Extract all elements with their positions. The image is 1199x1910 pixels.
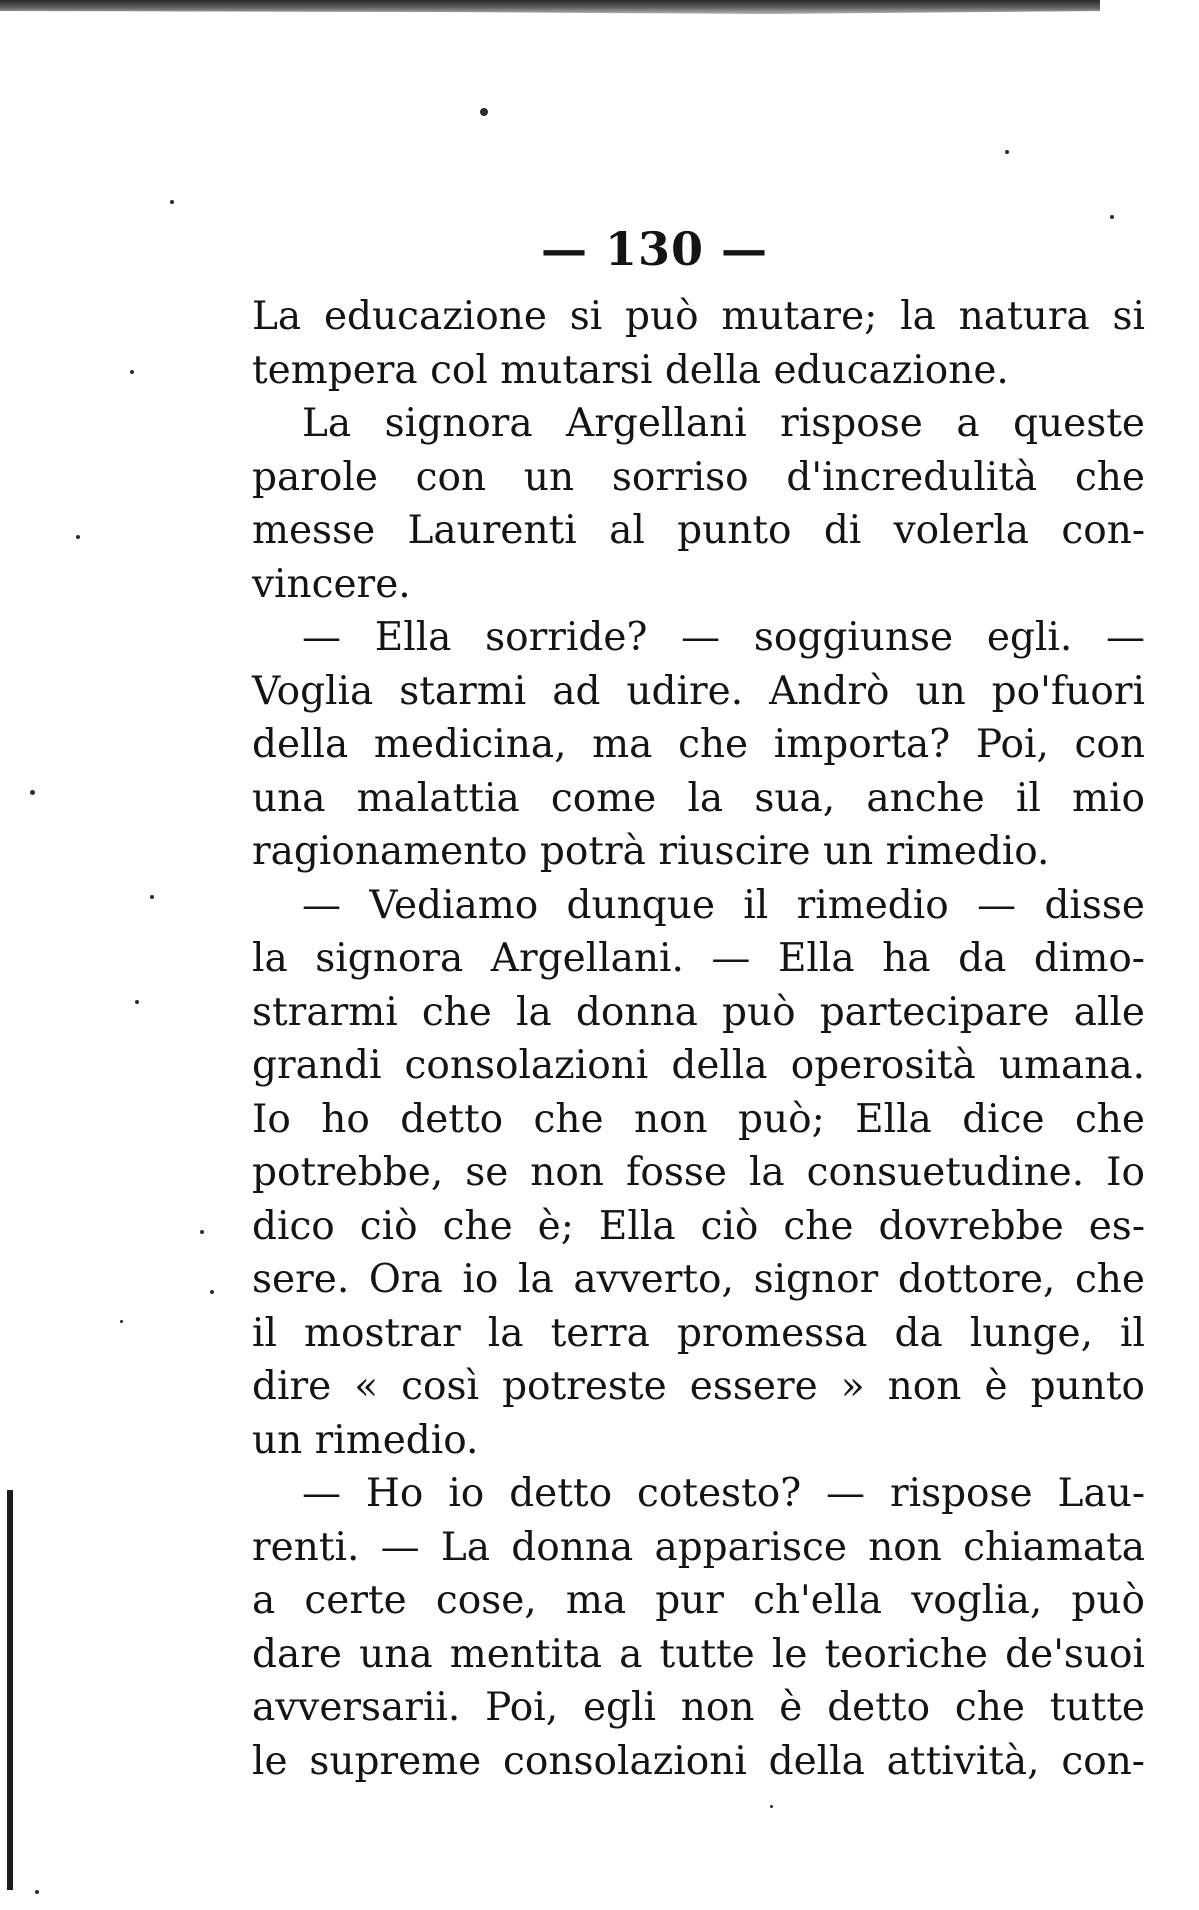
- text-line: le supreme consolazioni della attività, con-: [252, 1738, 1145, 1784]
- text-line: La signora Argellani rispose a queste: [302, 401, 1145, 446]
- text-line: grandi consolazioni della operosità umana.: [252, 1043, 1145, 1088]
- text-line: tempera col mutarsi della educazione.: [252, 347, 1009, 393]
- text-line: messe Laurenti al punto di volerla con-: [252, 508, 1145, 553]
- text-line: il mostrar la terra promessa da lunge, il: [252, 1310, 1145, 1356]
- text-line: un rimedio.: [252, 1417, 479, 1463]
- text-line: La educazione si può mutare; la natura si: [252, 294, 1145, 339]
- text-line: potrebbe, se non fosse la consuetudine. Io: [252, 1150, 1145, 1195]
- text-line: della medicina, ma che importa? Poi, con: [252, 722, 1145, 767]
- text-line: ragionamento potrà riuscire un rimedio.: [252, 829, 1050, 874]
- text-line: Voglia starmi ad udire. Andrò un po'fuori: [252, 668, 1145, 714]
- text-line: sere. Ora io la avverto, signor dottore, che: [252, 1257, 1145, 1302]
- text-line: dare una mentita a tutte le teoriche de'suoi: [252, 1631, 1145, 1677]
- body-text: [252, 290, 1145, 1788]
- text-line: — Ho io detto cotesto? — rispose Lau-: [302, 1471, 1145, 1516]
- text-line: — Vediamo dunque il rimedio — disse: [302, 882, 1145, 928]
- text-line: avversarii. Poi, egli non è detto che tutte: [252, 1685, 1145, 1730]
- text-line: a certe cose, ma pur ch'ella voglia, può: [252, 1578, 1145, 1623]
- text-line: parole con un sorriso d'incredulità che: [252, 454, 1145, 500]
- text-line: dico ciò che è; Ella ciò che dovrebbe es-: [252, 1203, 1145, 1249]
- scan-top-edge: [0, 0, 1100, 20]
- text-line: renti. — La donna apparisce non chiamata: [252, 1524, 1145, 1570]
- text-line: vincere.: [252, 561, 411, 607]
- text-line: — Ella sorride? — soggiunse egli. —: [302, 615, 1145, 660]
- text-line: una malattia come la sua, anche il mio: [252, 775, 1145, 821]
- text-line: dire « così potreste essere » non è punto: [252, 1364, 1145, 1409]
- text-line: Io ho detto che non può; Ella dice che: [252, 1096, 1145, 1142]
- scan-left-border: [7, 1490, 13, 1890]
- page-number: — 130 —: [540, 222, 769, 276]
- text-line: la signora Argellani. — Ella ha da dimo-: [252, 936, 1145, 981]
- text-line: strarmi che la donna può partecipare alle: [252, 989, 1145, 1035]
